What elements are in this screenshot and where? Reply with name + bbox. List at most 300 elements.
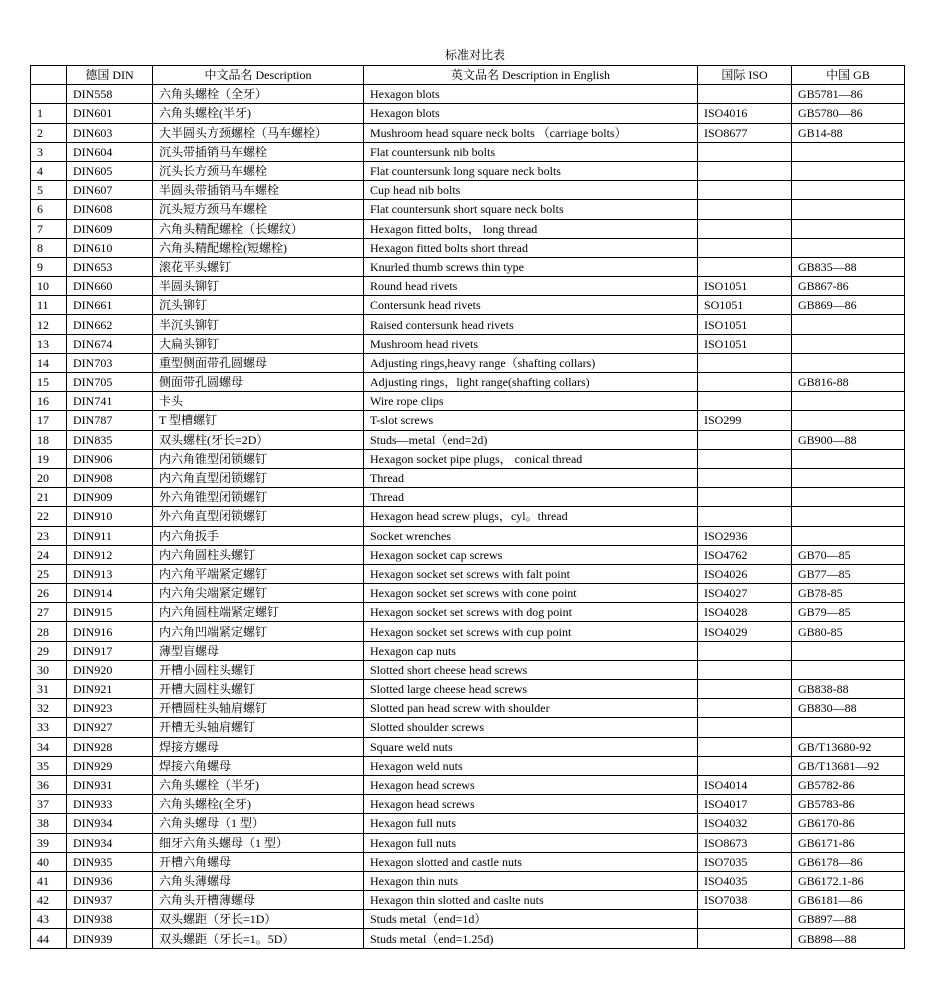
gb-code: GB6170-86 [792, 814, 905, 833]
table-row [31, 929, 905, 948]
chinese-description: 双头螺柱(牙长=2D） [153, 430, 364, 449]
table-row [31, 392, 905, 411]
row-index: 34 [31, 737, 67, 756]
din-code: DIN921 [67, 680, 153, 699]
gb-code [792, 660, 905, 679]
iso-code: ISO4026 [698, 564, 792, 583]
table-row [31, 85, 905, 104]
iso-code: ISO2936 [698, 526, 792, 545]
din-code: DIN914 [67, 584, 153, 603]
iso-code [698, 449, 792, 468]
gb-code: GB867-86 [792, 277, 905, 296]
header-din: 德国 DIN [67, 66, 153, 85]
english-description: Hexagon thin slotted and caslte nuts [364, 891, 698, 910]
header-row [31, 66, 905, 85]
gb-code [792, 411, 905, 430]
table-row [31, 161, 905, 180]
din-code: DIN661 [67, 296, 153, 315]
table-row [31, 641, 905, 660]
gb-code: GB6171-86 [792, 833, 905, 852]
chinese-description: 焊接方螺母 [153, 737, 364, 756]
english-description: Contersunk head rivets [364, 296, 698, 315]
din-code: DIN662 [67, 315, 153, 334]
din-code: DIN936 [67, 871, 153, 890]
iso-code [698, 507, 792, 526]
row-index: 11 [31, 296, 67, 315]
gb-code: GB/T13681—92 [792, 756, 905, 775]
table-row [31, 660, 905, 679]
gb-code [792, 334, 905, 353]
table-row [31, 142, 905, 161]
row-index: 23 [31, 526, 67, 545]
row-index: 3 [31, 142, 67, 161]
iso-code: ISO7038 [698, 891, 792, 910]
gb-code: GB70—85 [792, 545, 905, 564]
din-code: DIN934 [67, 833, 153, 852]
chinese-description: 六角头精配螺栓(短螺栓) [153, 238, 364, 257]
gb-code: GB79—85 [792, 603, 905, 622]
row-index: 4 [31, 161, 67, 180]
table-row [31, 699, 905, 718]
english-description: Thread [364, 468, 698, 487]
chinese-description: 六角头精配螺栓（长螺纹） [153, 219, 364, 238]
table-row [31, 315, 905, 334]
gb-code: GB14-88 [792, 123, 905, 142]
din-code: DIN906 [67, 449, 153, 468]
english-description: Hexagon fitted bolts， long thread [364, 219, 698, 238]
english-description: Hexagon weld nuts [364, 756, 698, 775]
english-description: Round head rivets [364, 277, 698, 296]
english-description: Hexagon socket pipe plugs， conical thread [364, 449, 698, 468]
chinese-description: 内六角圆柱端紧定螺钉 [153, 603, 364, 622]
row-index: 21 [31, 488, 67, 507]
english-description: Flat countersunk nib bolts [364, 142, 698, 161]
iso-code [698, 219, 792, 238]
row-index: 27 [31, 603, 67, 622]
table-row [31, 449, 905, 468]
din-code: DIN908 [67, 468, 153, 487]
din-code: DIN653 [67, 257, 153, 276]
gb-code: GB838-88 [792, 680, 905, 699]
din-code: DIN938 [67, 910, 153, 929]
iso-code [698, 641, 792, 660]
header-index [31, 66, 67, 85]
english-description: Adjusting rings，light range(shafting collars) [364, 373, 698, 392]
row-index: 5 [31, 181, 67, 200]
chinese-description: 内六角尖端紧定螺钉 [153, 584, 364, 603]
gb-code: GB816-88 [792, 373, 905, 392]
row-index: 36 [31, 775, 67, 794]
gb-code [792, 468, 905, 487]
table-row [31, 603, 905, 622]
row-index: 32 [31, 699, 67, 718]
iso-code: ISO4029 [698, 622, 792, 641]
din-code: DIN934 [67, 814, 153, 833]
table-row [31, 545, 905, 564]
table-row [31, 334, 905, 353]
english-description: Thread [364, 488, 698, 507]
gb-code: GB6178—86 [792, 852, 905, 871]
din-code: DIN916 [67, 622, 153, 641]
gb-code [792, 238, 905, 257]
row-index: 9 [31, 257, 67, 276]
table-row [31, 814, 905, 833]
chinese-description: 侧面带孔圆螺母 [153, 373, 364, 392]
header-chinese-description: 中文品名 Description [153, 66, 364, 85]
din-code: DIN558 [67, 85, 153, 104]
chinese-description: 大半圆头方颈螺栓（马车螺栓） [153, 123, 364, 142]
english-description: Flat countersunk short square neck bolts [364, 200, 698, 219]
chinese-description: 沉头长方颈马车螺栓 [153, 161, 364, 180]
iso-code [698, 660, 792, 679]
header-english-description: 英文品名 Description in English [364, 66, 698, 85]
chinese-description: 大扁头铆钉 [153, 334, 364, 353]
din-code: DIN703 [67, 353, 153, 372]
row-index: 31 [31, 680, 67, 699]
table-row [31, 737, 905, 756]
chinese-description: 六角头开槽薄螺母 [153, 891, 364, 910]
din-code: DIN920 [67, 660, 153, 679]
chinese-description: 沉头带插销马车螺栓 [153, 142, 364, 161]
gb-code: GB835—88 [792, 257, 905, 276]
gb-code: GB80-85 [792, 622, 905, 641]
iso-code [698, 699, 792, 718]
chinese-description: 内六角锥型闭锁螺钉 [153, 449, 364, 468]
chinese-description: 内六角直型闭锁螺钉 [153, 468, 364, 487]
iso-code [698, 488, 792, 507]
english-description: T-slot screws [364, 411, 698, 430]
chinese-description: 滚花平头螺钉 [153, 257, 364, 276]
table-row [31, 219, 905, 238]
iso-code [698, 392, 792, 411]
iso-code [698, 238, 792, 257]
gb-code [792, 641, 905, 660]
row-index: 13 [31, 334, 67, 353]
english-description: Hexagon slotted and castle nuts [364, 852, 698, 871]
table-row [31, 123, 905, 142]
chinese-description: 沉头短方颈马车螺栓 [153, 200, 364, 219]
chinese-description: 焊接六角螺母 [153, 756, 364, 775]
table-row [31, 775, 905, 794]
row-index: 30 [31, 660, 67, 679]
iso-code: ISO4762 [698, 545, 792, 564]
row-index: 8 [31, 238, 67, 257]
chinese-description: 沉头铆钉 [153, 296, 364, 315]
table-row [31, 200, 905, 219]
row-index: 40 [31, 852, 67, 871]
iso-code [698, 718, 792, 737]
gb-code [792, 718, 905, 737]
chinese-description: 半沉头铆钉 [153, 315, 364, 334]
din-code: DIN929 [67, 756, 153, 775]
english-description: Hexagon cap nuts [364, 641, 698, 660]
english-description: Hexagon head screw plugs，cyl。thread [364, 507, 698, 526]
table-row [31, 891, 905, 910]
gb-code: GB78-85 [792, 584, 905, 603]
header-gb: 中国 GB [792, 66, 905, 85]
row-index: 20 [31, 468, 67, 487]
chinese-description: 开槽六角螺母 [153, 852, 364, 871]
english-description: Slotted short cheese head screws [364, 660, 698, 679]
din-code: DIN705 [67, 373, 153, 392]
din-code: DIN608 [67, 200, 153, 219]
din-code: DIN928 [67, 737, 153, 756]
english-description: Hexagon blots [364, 104, 698, 123]
gb-code: GB77—85 [792, 564, 905, 583]
din-code: DIN603 [67, 123, 153, 142]
row-index: 16 [31, 392, 67, 411]
english-description: Cup head nib bolts [364, 181, 698, 200]
row-index: 17 [31, 411, 67, 430]
din-code: DIN609 [67, 219, 153, 238]
english-description: Studs—metal（end=2d) [364, 430, 698, 449]
table-row [31, 526, 905, 545]
table-row [31, 296, 905, 315]
iso-code: ISO4032 [698, 814, 792, 833]
table-row [31, 373, 905, 392]
chinese-description: 双头螺距（牙长=1。5D） [153, 929, 364, 948]
english-description: Slotted shoulder screws [364, 718, 698, 737]
iso-code [698, 373, 792, 392]
table-title: 标准对比表 [444, 48, 505, 62]
chinese-description: 六角头螺栓（全牙） [153, 85, 364, 104]
table-row [31, 852, 905, 871]
english-description: Mushroom head square neck bolts （carriage bolts） [364, 123, 698, 142]
table-row [31, 411, 905, 430]
row-index: 14 [31, 353, 67, 372]
row-index: 19 [31, 449, 67, 468]
row-index: 28 [31, 622, 67, 641]
din-code: DIN933 [67, 795, 153, 814]
din-code: DIN787 [67, 411, 153, 430]
iso-code: ISO8673 [698, 833, 792, 852]
iso-code [698, 756, 792, 775]
row-index: 33 [31, 718, 67, 737]
gb-code: GB/T13680-92 [792, 737, 905, 756]
gb-code: GB5782-86 [792, 775, 905, 794]
iso-code: ISO1051 [698, 315, 792, 334]
chinese-description: 六角头螺栓(全牙) [153, 795, 364, 814]
table-row [31, 430, 905, 449]
table-row [31, 277, 905, 296]
row-index: 39 [31, 833, 67, 852]
iso-code: ISO7035 [698, 852, 792, 871]
table-row [31, 507, 905, 526]
row-index: 44 [31, 929, 67, 948]
table-body [31, 85, 905, 948]
row-index: 24 [31, 545, 67, 564]
gb-code [792, 507, 905, 526]
gb-code: GB830—88 [792, 699, 905, 718]
row-index: 29 [31, 641, 67, 660]
row-index: 42 [31, 891, 67, 910]
english-description: Hexagon thin nuts [364, 871, 698, 890]
chinese-description: 开槽无头轴肩螺钉 [153, 718, 364, 737]
iso-code [698, 181, 792, 200]
table-row [31, 353, 905, 372]
iso-code [698, 257, 792, 276]
english-description: Adjusting rings,heavy range（shafting collars) [364, 353, 698, 372]
chinese-description: 外六角直型闭锁螺钉 [153, 507, 364, 526]
iso-code: ISO4014 [698, 775, 792, 794]
chinese-description: 外六角锥型闭锁螺钉 [153, 488, 364, 507]
english-description: Hexagon blots [364, 85, 698, 104]
din-code: DIN913 [67, 564, 153, 583]
chinese-description: 内六角圆柱头螺钉 [153, 545, 364, 564]
gb-code: GB5780—86 [792, 104, 905, 123]
row-index: 2 [31, 123, 67, 142]
gb-code: GB897—88 [792, 910, 905, 929]
chinese-description: 内六角平端紧定螺钉 [153, 564, 364, 583]
iso-code: ISO4027 [698, 584, 792, 603]
row-index: 26 [31, 584, 67, 603]
din-code: DIN835 [67, 430, 153, 449]
english-description: Hexagon socket set screws with cup point [364, 622, 698, 641]
gb-code: GB6172.1-86 [792, 871, 905, 890]
chinese-description: 六角头螺栓(半牙) [153, 104, 364, 123]
table-row [31, 488, 905, 507]
chinese-description: 开槽小圆柱头螺钉 [153, 660, 364, 679]
row-index: 1 [31, 104, 67, 123]
chinese-description: T 型槽螺钉 [153, 411, 364, 430]
gb-code: GB5783-86 [792, 795, 905, 814]
table-row [31, 833, 905, 852]
row-index: 7 [31, 219, 67, 238]
iso-code [698, 161, 792, 180]
chinese-description: 内六角扳手 [153, 526, 364, 545]
row-index: 35 [31, 756, 67, 775]
table-row [31, 680, 905, 699]
din-code: DIN923 [67, 699, 153, 718]
table-row [31, 871, 905, 890]
chinese-description: 半圆头带插销马车螺栓 [153, 181, 364, 200]
iso-code: SO1051 [698, 296, 792, 315]
table-row [31, 238, 905, 257]
table-row [31, 104, 905, 123]
din-code: DIN605 [67, 161, 153, 180]
din-code: DIN910 [67, 507, 153, 526]
iso-code [698, 737, 792, 756]
iso-code [698, 85, 792, 104]
iso-code [698, 680, 792, 699]
iso-code: ISO4016 [698, 104, 792, 123]
din-code: DIN917 [67, 641, 153, 660]
iso-code: ISO4017 [698, 795, 792, 814]
din-code: DIN939 [67, 929, 153, 948]
row-index: 6 [31, 200, 67, 219]
chinese-description: 薄型盲螺母 [153, 641, 364, 660]
chinese-description: 六角头螺母（1 型） [153, 814, 364, 833]
table-row [31, 468, 905, 487]
english-description: Hexagon head screws [364, 775, 698, 794]
row-index: 37 [31, 795, 67, 814]
iso-code [698, 430, 792, 449]
iso-code [698, 929, 792, 948]
table-row [31, 584, 905, 603]
din-code: DIN601 [67, 104, 153, 123]
iso-code [698, 200, 792, 219]
english-description: Slotted large cheese head screws [364, 680, 698, 699]
chinese-description: 卡头 [153, 392, 364, 411]
gb-code: GB5781—86 [792, 85, 905, 104]
table-row [31, 564, 905, 583]
din-code: DIN915 [67, 603, 153, 622]
iso-code: ISO4028 [698, 603, 792, 622]
din-code: DIN604 [67, 142, 153, 161]
english-description: Flat countersunk long square neck bolts [364, 161, 698, 180]
gb-code [792, 200, 905, 219]
english-description: Hexagon socket cap screws [364, 545, 698, 564]
chinese-description: 双头螺距（牙长=1D） [153, 910, 364, 929]
din-code: DIN660 [67, 277, 153, 296]
english-description: Knurled thumb screws thin type [364, 257, 698, 276]
row-index: 12 [31, 315, 67, 334]
row-index: 18 [31, 430, 67, 449]
english-description: Hexagon socket set screws with cone point [364, 584, 698, 603]
standards-comparison-table [30, 65, 905, 949]
table-row [31, 756, 905, 775]
english-description: Hexagon head screws [364, 795, 698, 814]
gb-code: GB869—86 [792, 296, 905, 315]
chinese-description: 内六角凹端紧定螺钉 [153, 622, 364, 641]
gb-code [792, 219, 905, 238]
din-code: DIN909 [67, 488, 153, 507]
iso-code [698, 142, 792, 161]
english-description: Hexagon full nuts [364, 833, 698, 852]
english-description: Hexagon fitted bolts short thread [364, 238, 698, 257]
gb-code [792, 353, 905, 372]
din-code: DIN741 [67, 392, 153, 411]
english-description: Hexagon socket set screws with falt point [364, 564, 698, 583]
gb-code [792, 181, 905, 200]
gb-code [792, 392, 905, 411]
din-code: DIN911 [67, 526, 153, 545]
iso-code: ISO8677 [698, 123, 792, 142]
gb-code [792, 142, 905, 161]
english-description: Studs metal（end=1.25d) [364, 929, 698, 948]
iso-code: ISO1051 [698, 277, 792, 296]
din-code: DIN937 [67, 891, 153, 910]
iso-code: ISO1051 [698, 334, 792, 353]
din-code: DIN935 [67, 852, 153, 871]
gb-code: GB898—88 [792, 929, 905, 948]
row-index: 10 [31, 277, 67, 296]
iso-code: ISO4035 [698, 871, 792, 890]
din-code: DIN674 [67, 334, 153, 353]
table-row [31, 718, 905, 737]
iso-code: ISO299 [698, 411, 792, 430]
row-index: 22 [31, 507, 67, 526]
chinese-description: 开槽圆柱头轴肩螺钉 [153, 699, 364, 718]
row-index: 41 [31, 871, 67, 890]
row-index: 43 [31, 910, 67, 929]
english-description: Wire rope clips [364, 392, 698, 411]
gb-code [792, 161, 905, 180]
chinese-description: 半圆头铆钉 [153, 277, 364, 296]
english-description: Socket wrenches [364, 526, 698, 545]
gb-code [792, 526, 905, 545]
english-description: Hexagon socket set screws with dog point [364, 603, 698, 622]
gb-code [792, 449, 905, 468]
din-code: DIN610 [67, 238, 153, 257]
english-description: Square weld nuts [364, 737, 698, 756]
header-iso: 国际 ISO [698, 66, 792, 85]
iso-code [698, 468, 792, 487]
din-code: DIN927 [67, 718, 153, 737]
row-index: 25 [31, 564, 67, 583]
din-code: DIN931 [67, 775, 153, 794]
table-row [31, 257, 905, 276]
